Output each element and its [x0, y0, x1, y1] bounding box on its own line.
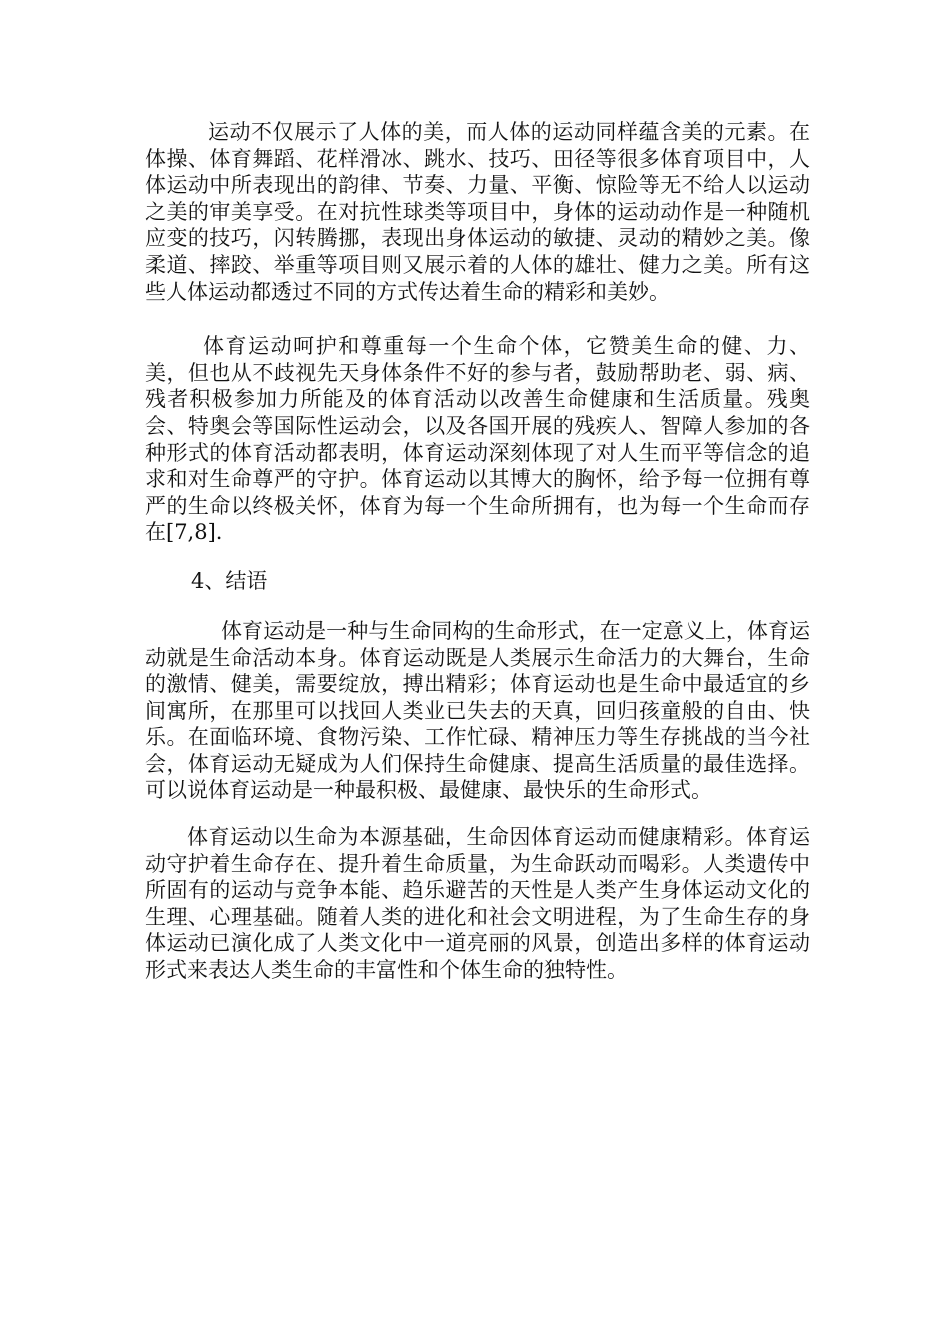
paragraph-respect-for-life: 体育运动呵护和尊重每一个生命个体，它赞美生命的健、力、美，但也从不歧视先天身体条件不好的参与者，鼓励帮助老、弱、病、残者积极参加力所能及的体育活动以改善生命健康和生活质量。残奥会、特奥会等国际性运动会，以及各国开展的残疾人、智障人参加的各种形式的体育活动都表明，体育运动深刻体现了对人生而平等信念的追求和对生命尊严的守护。体育运动以其博大的胸怀，给予每一位拥有尊严的生命以终极关怀，体育为每一个生命所拥有，也为每一个生命而存在[7,8].: [145, 334, 810, 545]
paragraph-conclusion-foundation: 体育运动以生命为本源基础，生命因体育运动而健康精彩。体育运动守护着生命存在、提升着生命质量，为生命跃动而喝彩。人类遗传中所固有的运动与竞争本能、趋乐避苦的天性是人类产生身体运动文化的生理、心理基础。随着人类的进化和社会文明进程，为了生命生存的身体运动已演化成了人类文化中一道亮丽的风景，创造出多样的体育运动形式来表达人类生命的丰富性和个体生命的独特性。: [145, 825, 810, 983]
document-body: [145, 119, 810, 984]
paragraph-conclusion-life-form: 体育运动是一种与生命同构的生命形式，在一定意义上，体育运动就是生命活动本身。体育运动既是人类展示生命活力的大舞台，生命的激情、健美，需要绽放，搏出精彩；体育运动也是生命中最适宜的乡间寓所，在那里可以找回人类业已失去的天真，回归孩童般的自由、快乐。在面临环境、食物污染、工作忙碌、精神压力等生存挑战的当今社会，体育运动无疑成为人们保持生命健康、提高生活质量的最佳选择。可以说体育运动是一种最积极、最健康、最快乐的生命形式。: [145, 618, 810, 803]
paragraph-beauty-of-movement: 运动不仅展示了人体的美，而人体的运动同样蕴含美的元素。在体操、体育舞蹈、花样滑冰、跳水、技巧、田径等很多体育项目中，人体运动中所表现出的韵律、节奏、力量、平衡、惊险等无不给人以运动之美的审美享受。在对抗性球类等项目中，身体的运动动作是一种随机应变的技巧，闪转腾挪，表现出身体运动的敏捷、灵动的精妙之美。像柔道、摔跤、举重等项目则又展示着的人体的雄壮、健力之美。所有这些人体运动都透过不同的方式传达着生命的精彩和美妙。: [145, 120, 810, 304]
section-heading-conclusion: 4、结语: [191, 568, 268, 593]
